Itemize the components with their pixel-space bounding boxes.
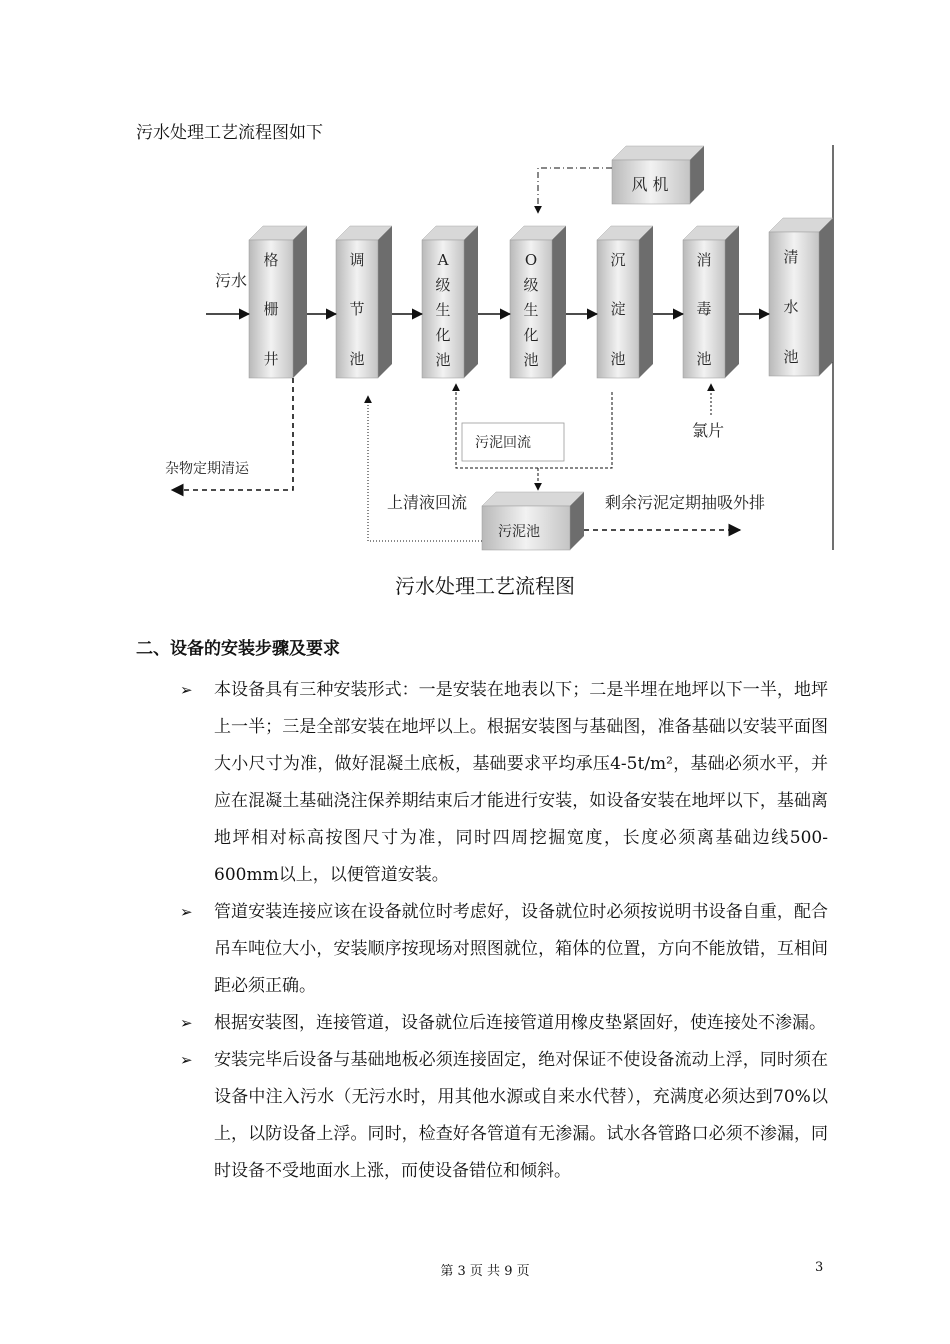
blower-box [612, 146, 704, 204]
bullet-marker-icon: ➢ [180, 1014, 193, 1032]
bullet-item [180, 672, 828, 894]
figure-caption: 污水处理工艺流程图 [395, 574, 575, 598]
bullet-marker-icon: ➢ [180, 681, 193, 699]
bullet-text: 管道安装连接应该在设备就位时考虑好，设备就位时必须按说明书设备自重，配合吊车吨位大小，安装顺序按现场对照图就位，箱体的位置，方向不能放错，互相间距必须正确。 [214, 902, 828, 996]
tank-a-level [422, 226, 478, 378]
tank-clearwater-label-3: 池 [783, 348, 799, 366]
tank-o-label-4: 化 [523, 326, 539, 344]
tank-adjust [336, 226, 392, 378]
sludge-return-label: 污泥回流 [475, 435, 531, 451]
section-title: 二、设备的安装步骤及要求 [136, 639, 340, 659]
tank-clearwater [769, 218, 833, 376]
intro-text: 污水处理工艺流程图如下 [136, 123, 323, 143]
bullet-item [180, 1042, 828, 1190]
page-number: 3 [815, 1260, 824, 1275]
tank-grille-label-2: 栅 [263, 300, 279, 318]
tank-clearwater-label-1: 清 [783, 248, 799, 266]
tank-o-label-5: 池 [523, 351, 539, 369]
blower-label: 风 机 [631, 175, 669, 194]
tank-o-label-3: 生 [523, 301, 539, 319]
tank-grille [249, 226, 307, 378]
tank-disinfect [683, 226, 739, 378]
tank-settling-label-3: 池 [610, 350, 626, 368]
tank-disinfect-label-3: 池 [696, 350, 712, 368]
tank-settling-label-2: 淀 [610, 300, 626, 318]
tank-a-label-1: A [437, 251, 449, 269]
tank-clearwater-label-2: 水 [783, 298, 799, 316]
page-footer: 第 3 页 共 9 页 [440, 1264, 530, 1279]
tank-adjust-label-1: 调 [349, 251, 365, 269]
bullet-list [180, 672, 828, 1190]
tank-settling [597, 226, 653, 378]
tank-grille-label-1: 格 [263, 251, 279, 269]
bullet-text: 安装完毕后设备与基础地板必须连接固定，绝对保证不使设备流动上浮，同时须在设备中注入污水（无污水时，用其他水源或自来水代替），充满度必须达到70%以上，以防设备上浮。同时，检查好各管道有无渗漏。试水各管路口必须不渗漏，同时设备不受地面水上涨，而使设备错位和倾斜。 [214, 1050, 828, 1181]
bullet-marker-icon: ➢ [180, 903, 193, 921]
supernatant-line [368, 396, 482, 541]
bullet-text: 本设备具有三种安装形式：一是安装在地表以下；二是半埋在地坪以下一半，地坪上一半；三是全部安装在地坪以上。根据安装图与基础图，准备基础以安装平面图大小尺寸为准，做好混凝土底板，基础要求平均承压4-5t/m²，基础必须水平，并应在混凝土基础浇注保养期结束后才能进行安装，如设备安装在地坪以下，基础离地坪相对标高按图尺寸为准，同时四周挖掘宽度，长度必须离基础边线500-600mm以上，以便管道安装。 [214, 680, 828, 885]
excess-sludge-label: 剩余污泥定期抽吸外排 [605, 493, 766, 512]
tank-settling-label-1: 沉 [610, 251, 626, 269]
bullet-marker-icon: ➢ [180, 1051, 193, 1069]
chlorine-label: 氯片 [692, 421, 725, 440]
tank-o-label-2: 级 [523, 276, 539, 294]
bullet-item [180, 894, 828, 1005]
tank-o-label-1: O [524, 251, 538, 269]
sludge-tank [482, 492, 584, 550]
tank-a-label-4: 化 [435, 326, 451, 344]
tank-disinfect-label-1: 消 [696, 251, 712, 269]
tank-adjust-label-2: 节 [349, 300, 365, 318]
bullet-text: 根据安装图，连接管道，设备就位后连接管道用橡皮垫紧固好，使连接处不渗漏。 [214, 1013, 826, 1033]
inlet-label: 污水 [215, 271, 248, 290]
tank-a-label-2: 级 [435, 276, 451, 294]
tank-o-level [510, 226, 566, 378]
air-line [538, 168, 612, 213]
tank-grille-label-3: 井 [263, 350, 279, 368]
tank-disinfect-label-2: 毒 [696, 300, 712, 318]
supernatant-label: 上清液回流 [387, 493, 468, 512]
process-flow-diagram [0, 0, 950, 560]
tank-a-label-3: 生 [435, 301, 451, 319]
tank-a-label-5: 池 [435, 351, 451, 369]
bullet-item [180, 1005, 828, 1042]
sludge-tank-label: 污泥池 [498, 524, 540, 540]
tank-adjust-label-3: 池 [349, 350, 365, 368]
debris-label: 杂物定期清运 [165, 461, 249, 477]
